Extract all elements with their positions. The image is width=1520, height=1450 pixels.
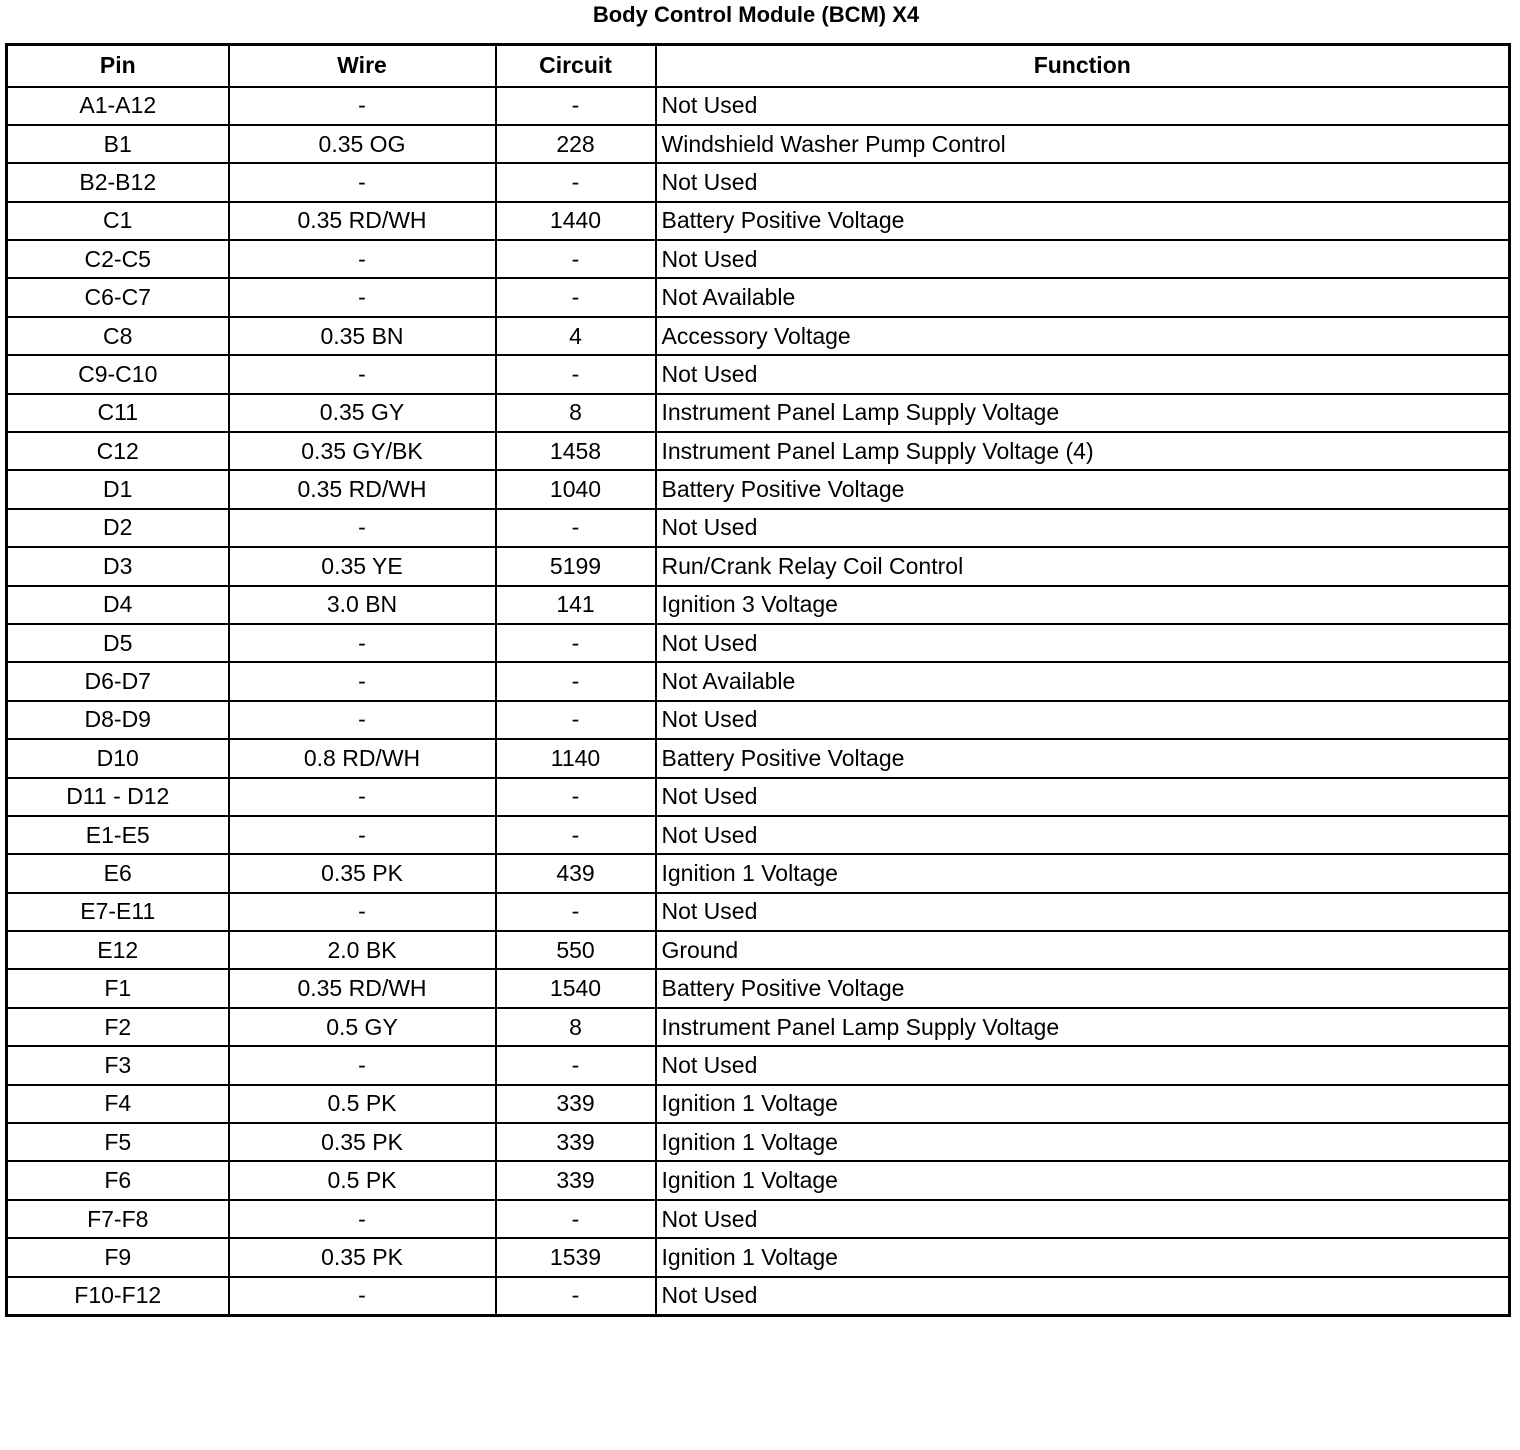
function-cell: Accessory Voltage [656,317,1510,355]
pin-cell: D6-D7 [7,662,229,700]
table-row [7,701,1510,739]
table-row [7,624,1510,662]
pin-cell: A1-A12 [7,87,229,125]
wire-cell: 0.35 PK [229,1238,496,1276]
table-row [7,586,1510,624]
pin-cell: E7-E11 [7,893,229,931]
circuit-cell: - [496,87,656,125]
wire-cell: 3.0 BN [229,586,496,624]
pin-cell: F6 [7,1161,229,1199]
circuit-cell: 4 [496,317,656,355]
wire-cell: 0.35 RD/WH [229,969,496,1007]
circuit-cell: 1539 [496,1238,656,1276]
circuit-cell: - [496,1277,656,1315]
header-row [7,45,1510,87]
circuit-cell: 339 [496,1085,656,1123]
pin-cell: B2-B12 [7,163,229,201]
circuit-cell: 5199 [496,547,656,585]
circuit-cell: 141 [496,586,656,624]
pin-cell: F3 [7,1046,229,1084]
table-row [7,1200,1510,1238]
wire-cell: 0.35 GY [229,394,496,432]
circuit-cell: - [496,624,656,662]
circuit-cell: 1440 [496,202,656,240]
table-row [7,202,1510,240]
function-cell: Not Used [656,624,1510,662]
pin-cell: C11 [7,394,229,432]
wire-cell: 0.35 GY/BK [229,432,496,470]
table-row [7,1238,1510,1276]
page-title: Body Control Module (BCM) X4 [592,2,920,27]
pin-cell: F1 [7,969,229,1007]
table-row [7,1123,1510,1161]
table-row [7,547,1510,585]
table-row [7,1277,1510,1315]
wire-cell: 2.0 BK [229,931,496,969]
table-row [7,931,1510,969]
function-cell: Instrument Panel Lamp Supply Voltage (4) [656,432,1510,470]
function-cell: Not Used [656,816,1510,854]
pin-cell: D8-D9 [7,701,229,739]
function-cell: Not Used [656,509,1510,547]
wire-cell: 0.35 BN [229,317,496,355]
circuit-cell: 550 [496,931,656,969]
circuit-cell: 1540 [496,969,656,1007]
table-row [7,662,1510,700]
function-cell: Not Used [656,778,1510,816]
circuit-cell: - [496,1200,656,1238]
function-cell: Not Used [656,1046,1510,1084]
table-row [7,854,1510,892]
circuit-cell: - [496,240,656,278]
function-cell: Ground [656,931,1510,969]
table-row [7,1085,1510,1123]
function-cell: Instrument Panel Lamp Supply Voltage [656,394,1510,432]
pin-cell: D4 [7,586,229,624]
circuit-cell: - [496,662,656,700]
circuit-cell: - [496,893,656,931]
circuit-cell: - [496,816,656,854]
pin-cell: D11 - D12 [7,778,229,816]
wire-cell: - [229,1277,496,1315]
pin-cell: C1 [7,202,229,240]
pin-cell: D1 [7,470,229,508]
wire-cell: 0.35 RD/WH [229,202,496,240]
wire-cell: - [229,624,496,662]
function-cell: Windshield Washer Pump Control [656,125,1510,163]
circuit-cell: - [496,778,656,816]
table-row [7,739,1510,777]
table-row [7,509,1510,547]
circuit-cell: - [496,701,656,739]
pin-cell: F10-F12 [7,1277,229,1315]
circuit-cell: - [496,278,656,316]
circuit-cell: 1040 [496,470,656,508]
pin-cell: C8 [7,317,229,355]
pin-cell: F5 [7,1123,229,1161]
pin-cell: F7-F8 [7,1200,229,1238]
pin-cell: C2-C5 [7,240,229,278]
circuit-cell: - [496,355,656,393]
wire-cell: 0.35 PK [229,1123,496,1161]
column-header-function: Function [656,45,1510,87]
circuit-cell: 339 [496,1123,656,1161]
table-row [7,278,1510,316]
wire-cell: 0.35 RD/WH [229,470,496,508]
function-cell: Ignition 1 Voltage [656,1238,1510,1276]
pin-cell: F9 [7,1238,229,1276]
column-header-pin: Pin [7,45,229,87]
pin-cell: B1 [7,125,229,163]
wire-cell: 0.35 PK [229,854,496,892]
table-row [7,355,1510,393]
function-cell: Ignition 3 Voltage [656,586,1510,624]
wire-cell: - [229,355,496,393]
table-row [7,969,1510,1007]
wire-cell: 0.35 OG [229,125,496,163]
pin-cell: E6 [7,854,229,892]
function-cell: Ignition 1 Voltage [656,1123,1510,1161]
table-row [7,394,1510,432]
table-row [7,1161,1510,1199]
function-cell: Battery Positive Voltage [656,202,1510,240]
circuit-cell: - [496,509,656,547]
function-cell: Not Available [656,278,1510,316]
wire-cell: - [229,240,496,278]
wire-cell: 0.35 YE [229,547,496,585]
wire-cell: - [229,87,496,125]
pin-cell: D10 [7,739,229,777]
wire-cell: - [229,278,496,316]
wire-cell: - [229,816,496,854]
circuit-cell: 339 [496,1161,656,1199]
function-cell: Not Used [656,163,1510,201]
pin-cell: F2 [7,1008,229,1046]
wire-cell: 0.5 PK [229,1085,496,1123]
circuit-cell: 8 [496,394,656,432]
function-cell: Not Used [656,893,1510,931]
wire-cell: - [229,893,496,931]
wire-cell: - [229,1046,496,1084]
circuit-cell: - [496,163,656,201]
table-row [7,1046,1510,1084]
function-cell: Not Used [656,1277,1510,1315]
wire-cell: - [229,662,496,700]
table-row [7,816,1510,854]
function-cell: Run/Crank Relay Coil Control [656,547,1510,585]
wire-cell: 0.5 PK [229,1161,496,1199]
circuit-cell: 8 [496,1008,656,1046]
pin-cell: D5 [7,624,229,662]
function-cell: Not Used [656,355,1510,393]
column-header-wire: Wire [229,45,496,87]
column-header-circuit: Circuit [496,45,656,87]
pin-table [5,43,1511,1317]
table-row [7,470,1510,508]
pin-cell: F4 [7,1085,229,1123]
pin-cell: C12 [7,432,229,470]
pin-table-body [7,87,1510,1316]
circuit-cell: 1458 [496,432,656,470]
pin-cell: E1-E5 [7,816,229,854]
function-cell: Not Available [656,662,1510,700]
wire-cell: - [229,778,496,816]
function-cell: Battery Positive Voltage [656,969,1510,1007]
wire-cell: - [229,163,496,201]
function-cell: Ignition 1 Voltage [656,1085,1510,1123]
table-row [7,893,1510,931]
function-cell: Ignition 1 Voltage [656,1161,1510,1199]
circuit-cell: - [496,1046,656,1084]
table-row [7,778,1510,816]
function-cell: Not Used [656,701,1510,739]
wire-cell: 0.8 RD/WH [229,739,496,777]
circuit-cell: 1140 [496,739,656,777]
table-row [7,125,1510,163]
function-cell: Ignition 1 Voltage [656,854,1510,892]
wire-cell: - [229,701,496,739]
pin-cell: D2 [7,509,229,547]
table-row [7,1008,1510,1046]
pin-cell: E12 [7,931,229,969]
function-cell: Not Used [656,240,1510,278]
wire-cell: 0.5 GY [229,1008,496,1046]
pin-cell: C6-C7 [7,278,229,316]
pin-cell: D3 [7,547,229,585]
function-cell: Not Used [656,1200,1510,1238]
wire-cell: - [229,509,496,547]
wire-cell: - [229,1200,496,1238]
table-row [7,87,1510,125]
function-cell: Not Used [656,87,1510,125]
table-row [7,432,1510,470]
function-cell: Battery Positive Voltage [656,739,1510,777]
function-cell: Battery Positive Voltage [656,470,1510,508]
table-row [7,317,1510,355]
circuit-cell: 228 [496,125,656,163]
pin-cell: C9-C10 [7,355,229,393]
table-row [7,163,1510,201]
table-row [7,240,1510,278]
function-cell: Instrument Panel Lamp Supply Voltage [656,1008,1510,1046]
circuit-cell: 439 [496,854,656,892]
